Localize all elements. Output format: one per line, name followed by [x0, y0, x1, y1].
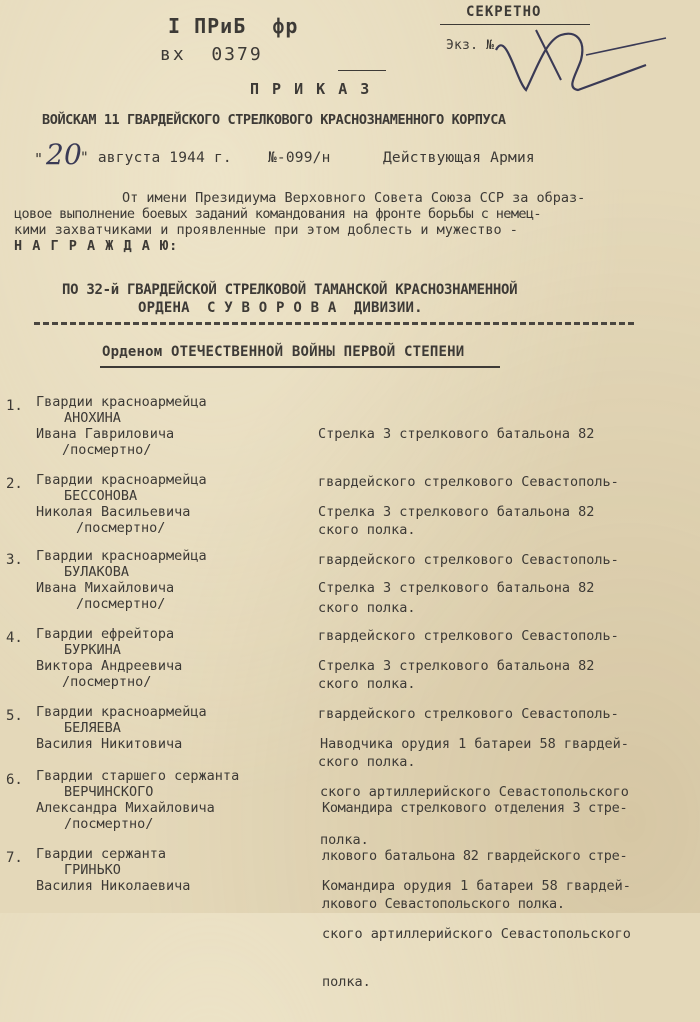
position-line: Наводчика орудия 1 батареи 58 гвардей- [320, 736, 629, 752]
awardee-surname: БЕССОНОВА [64, 488, 138, 504]
awardee-note: /посмертно/ [64, 816, 154, 832]
position-line: полка. [322, 974, 371, 990]
order-addressee: ВОЙСКАМ 11 ГВАРДЕЙСКОГО СТРЕЛКОВОГО КРАСНОЗНАМЕННОГО КОРПУСА [42, 112, 506, 128]
awardee-surname: АНОХИНА [64, 410, 121, 426]
awardee-number: 3. [6, 552, 23, 568]
awardee-position [322, 846, 631, 1022]
awardee-number: 5. [6, 708, 23, 724]
awardee-surname: БУЛАКОВА [64, 564, 130, 580]
preamble-line: цовое выполнение боевых заданий командования на фронте борьбы с немец- [14, 206, 541, 222]
awardee-note: /посмертно/ [76, 596, 166, 612]
awardee-surname: БУРКИНА [64, 642, 121, 658]
position-line: Командира стрелкового отделения 3 стре- [322, 800, 628, 816]
position-line: ского полка. [318, 676, 416, 692]
awardee-name: Василия Никитовича [36, 736, 183, 752]
awardee-number: 6. [6, 772, 23, 788]
position-line: гвардейского стрелкового Севастополь- [318, 706, 619, 722]
award-heading: Орденом ОТЕЧЕСТВЕННОЙ ВОЙНЫ ПЕРВОЙ СТЕПЕНИ [102, 344, 465, 360]
awardee-name: Василия Николаевича [36, 878, 191, 894]
date-month-year: " августа 1944 г. [80, 150, 232, 166]
awardee-rank: Гвардии красноармейца [36, 472, 207, 488]
awardee-rank: Гвардии ефрейтора [36, 626, 175, 642]
position-line: ского полка. [318, 600, 416, 616]
position-line: Стрелка 3 стрелкового батальона 82 [318, 658, 595, 674]
awardee-number: 4. [6, 630, 23, 646]
position-line: Стрелка 3 стрелкового батальона 82 [318, 580, 595, 596]
preamble-awarded: Н А Г Р А Ж Д А Ю: [14, 238, 179, 254]
awardee-note: /посмертно/ [62, 442, 152, 458]
awardee-name: Виктора Андреевича [36, 658, 183, 674]
awardee-rank: Гвардии красноармейца [36, 548, 207, 564]
position-line: Стрелка 3 стрелкового батальона 82 [318, 504, 595, 520]
awardee-rank: Гвардии красноармейца [36, 394, 207, 410]
position-line: полка. [320, 832, 369, 848]
position-line: лкового Севастопольского полка. [322, 896, 565, 912]
awardee-name: Александра Михайловича [36, 800, 215, 816]
date-quote: " [34, 150, 44, 168]
position-line: ского артиллерийского Севастопольского [322, 926, 631, 942]
position-line: лкового батальона 82 гвардейского стре- [322, 848, 628, 864]
registry-stamp-line1: I ПРиБ фр [168, 14, 299, 38]
awardee-surname: БЕЛЯЕВА [64, 720, 121, 736]
preamble-line: кими захватчиками и проявленные при этом доблесть и мужество - [14, 222, 518, 238]
division-line1: ПО 32-й ГВАРДЕЙСКОЙ СТРЕЛКОВОЙ ТАМАНСКОЙ КРАСНОЗНАМЕННОЙ [62, 282, 518, 298]
position-line: Стрелка 3 стрелкового батальона 82 [318, 426, 595, 442]
awardee-name: Николая Васильевича [36, 504, 191, 520]
location: Действующая Армия [383, 150, 535, 166]
awardee-rank: Гвардии сержанта [36, 846, 167, 862]
stamp-rule [338, 70, 386, 71]
order-number: №-099/н [268, 150, 331, 166]
awardee-name: Ивана Михайловича [36, 580, 175, 596]
division-line2: ОРДЕНА С У В О Р О В А ДИВИЗИИ. [138, 300, 423, 316]
registry-stamp-line2: вх 0379 [160, 44, 263, 65]
position-line: Командира орудия 1 батареи 58 гвардей- [322, 878, 631, 894]
awardee-rank: Гвардии красноармейца [36, 704, 207, 720]
copy-number-label: Экз. № [446, 38, 495, 53]
awardee-rank: Гвардии старшего сержанта [36, 768, 240, 784]
section-divider [34, 322, 634, 325]
awardee-number: 1. [6, 398, 23, 414]
awardee-note: /посмертно/ [76, 520, 166, 536]
signature-scribble [466, 10, 676, 100]
date-day-handwritten: 20 [46, 138, 83, 171]
awardee-number: 7. [6, 850, 23, 866]
awardee-note: /посмертно/ [62, 674, 152, 690]
award-heading-underline [100, 366, 500, 368]
secret-label: СЕКРЕТНО [466, 4, 542, 20]
position-line: ского артиллерийского Севастопольского [320, 784, 629, 800]
order-title: П Р И К А З [250, 80, 372, 98]
position-line: ского полка. [318, 754, 416, 770]
preamble-line: От имени Президиума Верховного Совета Союза ССР за образ- [122, 190, 586, 206]
position-line: ского полка. [318, 522, 416, 538]
awardee-surname: ВЕРЧИНСКОГО [64, 784, 154, 800]
awardee-name: Ивана Гавриловича [36, 426, 175, 442]
position-line: гвардейского стрелкового Севастополь- [318, 628, 619, 644]
position-line: гвардейского стрелкового Севастополь- [318, 552, 619, 568]
awardee-surname: ГРИНЬКО [64, 862, 121, 878]
awardee-number: 2. [6, 476, 23, 492]
position-line: гвардейского стрелкового Севастополь- [318, 474, 619, 490]
